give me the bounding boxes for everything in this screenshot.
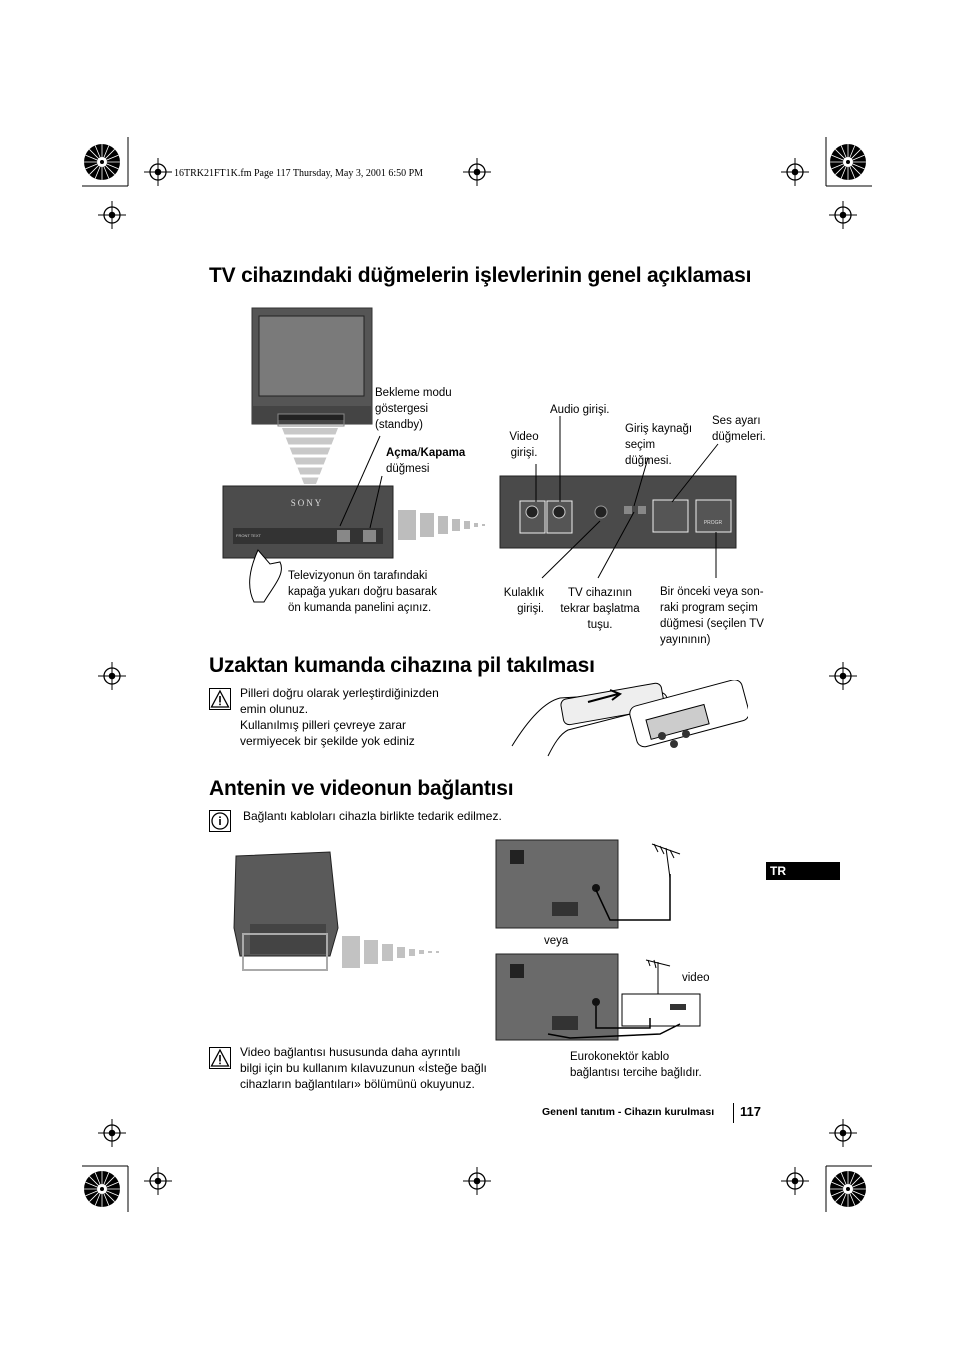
power-button-label: Açma/Kapama düğmesi — [386, 447, 466, 475]
reset-button-label: TV cihazının tekrar başlatma tuşu. — [560, 587, 640, 631]
footer-title: Genenl tanıtım - Cihazın kurulması — [542, 1106, 715, 1118]
program-buttons-label: Bir önceki veya son- raki program seçim düğmesi (seçilen TV yayınının) — [660, 586, 764, 646]
source-select-label: Giriş kaynağı seçim düğmesi. — [625, 423, 693, 467]
remote-battery-illustration — [508, 680, 748, 772]
section-title-buttons: TV cihazındaki düğmelerin işlevlerinin genel açıklaması — [209, 264, 752, 287]
section-title-antenna: Antenin ve videonun bağlantısı — [209, 777, 514, 800]
svg-text:PROGR: PROGR — [703, 520, 723, 526]
language-tab: TR — [766, 862, 840, 880]
euroconnector-note: Eurokonektör kablo bağlantısı tercihe bağlıdır. — [570, 1051, 702, 1079]
antenna-connection-illustration — [230, 838, 720, 1050]
headphone-label: Kulaklık girişi. — [503, 587, 544, 615]
info-icon — [209, 810, 231, 832]
page-number: 117 — [740, 1104, 761, 1119]
standby-indicator-label: Bekleme modu göstergesi (standby) — [375, 387, 452, 431]
audio-input-label: Audio girişi. — [550, 404, 610, 416]
video-input-label: Video girişi. — [509, 431, 539, 459]
warning-icon — [209, 688, 231, 710]
or-label: veya — [544, 935, 569, 947]
brand-logo: SONY — [290, 498, 324, 508]
video-warning-text: Video bağlantısı hususunda daha ayrıntılı bilgi için bu kullanım kılavuzunun «İsteğe bağlı cihazların bağlantıları» bölümünü okuyunuz. — [240, 1045, 487, 1091]
warning-icon — [209, 1047, 231, 1069]
video-label: video — [682, 972, 710, 984]
cables-info-text: Bağlantı kabloları cihazla birlikte tedarik edilmez. — [243, 809, 502, 823]
svg-text:FRONT TEXT: FRONT TEXT — [236, 533, 261, 538]
open-panel-label: Televizyonun ön tarafındaki kapağa yukarı doğru basarak ön kumanda panelini açınız. — [288, 570, 437, 614]
volume-buttons-label: Ses ayarı düğmeleri. — [712, 415, 766, 443]
section-title-batteries: Uzaktan kumanda cihazına pil takılması — [209, 654, 595, 677]
battery-warning-text: Pilleri doğru olarak yerleştirdiğinizden emin olunuz. Kullanılmış pilleri çevreye zarar vermiyecek bir şekilde yok ediniz — [240, 686, 439, 748]
footer-divider — [733, 1103, 734, 1123]
file-header: 16TRK21FT1K.fm Page 117 Thursday, May 3, 2001 6:50 PM — [174, 168, 424, 179]
